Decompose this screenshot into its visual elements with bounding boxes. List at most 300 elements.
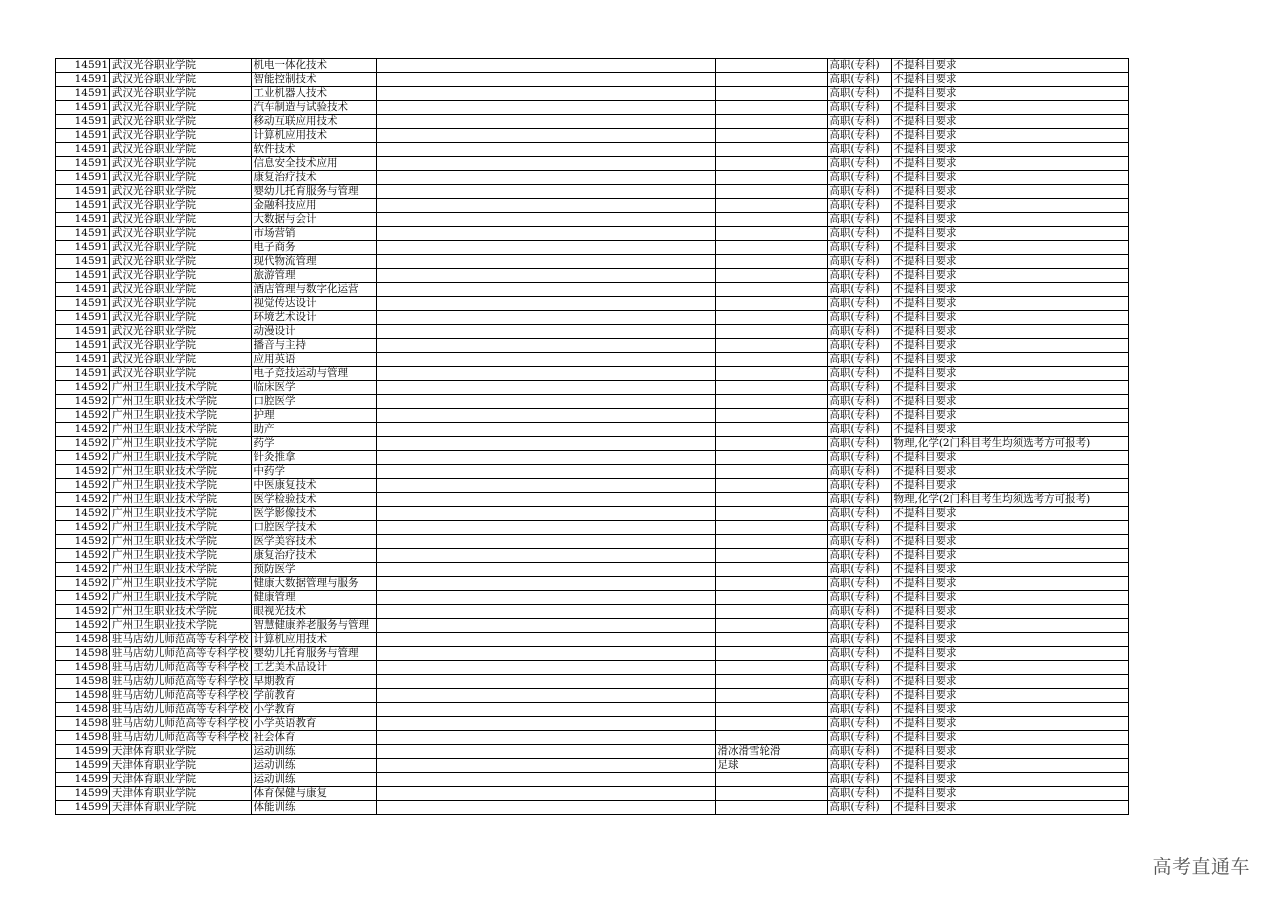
direction-cell	[715, 59, 827, 73]
school-name-cell: 武汉光谷职业学院	[110, 73, 252, 87]
school-code-cell: 14599	[56, 759, 110, 773]
table-row	[56, 381, 1129, 395]
school-code-cell: 14592	[56, 437, 110, 451]
remark-cell	[376, 563, 715, 577]
table-row	[56, 143, 1129, 157]
table-row	[56, 507, 1129, 521]
major-name-cell: 医学美容技术	[251, 535, 376, 549]
school-name-cell: 武汉光谷职业学院	[110, 325, 252, 339]
major-name-cell: 小学教育	[251, 703, 376, 717]
direction-cell	[715, 507, 827, 521]
major-name-cell: 播音与主持	[251, 339, 376, 353]
table-row	[56, 409, 1129, 423]
direction-cell	[715, 647, 827, 661]
school-name-cell: 广州卫生职业技术学院	[110, 507, 252, 521]
direction-cell	[715, 479, 827, 493]
school-code-cell: 14591	[56, 269, 110, 283]
subject-requirement-cell: 不提科目要求	[891, 129, 1128, 143]
major-name-cell: 旅游管理	[251, 269, 376, 283]
remark-cell	[376, 227, 715, 241]
subject-requirement-cell: 不提科目要求	[891, 661, 1128, 675]
table-row	[56, 535, 1129, 549]
subject-requirement-cell: 不提科目要求	[891, 521, 1128, 535]
level-cell: 高职(专科)	[827, 773, 891, 787]
direction-cell	[715, 731, 827, 745]
school-name-cell: 驻马店幼儿师范高等专科学校	[110, 647, 252, 661]
direction-cell	[715, 297, 827, 311]
direction-cell	[715, 353, 827, 367]
level-cell: 高职(专科)	[827, 199, 891, 213]
school-code-cell: 14592	[56, 493, 110, 507]
school-name-cell: 天津体育职业学院	[110, 801, 252, 815]
subject-requirement-cell: 不提科目要求	[891, 689, 1128, 703]
subject-requirement-cell: 不提科目要求	[891, 283, 1128, 297]
school-code-cell: 14592	[56, 619, 110, 633]
direction-cell	[715, 801, 827, 815]
school-name-cell: 广州卫生职业技术学院	[110, 521, 252, 535]
table-row	[56, 297, 1129, 311]
direction-cell	[715, 577, 827, 591]
table-row	[56, 759, 1129, 773]
direction-cell	[715, 605, 827, 619]
direction-cell	[715, 87, 827, 101]
table-row	[56, 563, 1129, 577]
subject-requirement-cell: 不提科目要求	[891, 409, 1128, 423]
remark-cell	[376, 395, 715, 409]
direction-cell	[715, 227, 827, 241]
direction-cell	[715, 185, 827, 199]
level-cell: 高职(专科)	[827, 479, 891, 493]
level-cell: 高职(专科)	[827, 367, 891, 381]
school-code-cell: 14599	[56, 773, 110, 787]
table-row	[56, 311, 1129, 325]
remark-cell	[376, 101, 715, 115]
level-cell: 高职(专科)	[827, 157, 891, 171]
school-code-cell: 14598	[56, 633, 110, 647]
school-code-cell: 14591	[56, 311, 110, 325]
major-name-cell: 中药学	[251, 465, 376, 479]
school-name-cell: 武汉光谷职业学院	[110, 339, 252, 353]
level-cell: 高职(专科)	[827, 507, 891, 521]
school-name-cell: 驻马店幼儿师范高等专科学校	[110, 689, 252, 703]
school-code-cell: 14591	[56, 297, 110, 311]
table-row	[56, 227, 1129, 241]
school-code-cell: 14591	[56, 367, 110, 381]
subject-requirement-cell: 不提科目要求	[891, 773, 1128, 787]
remark-cell	[376, 717, 715, 731]
subject-requirement-cell: 不提科目要求	[891, 269, 1128, 283]
school-code-cell: 14591	[56, 59, 110, 73]
major-name-cell: 医学影像技术	[251, 507, 376, 521]
direction-cell	[715, 73, 827, 87]
level-cell: 高职(专科)	[827, 619, 891, 633]
major-name-cell: 针灸推拿	[251, 451, 376, 465]
major-name-cell: 健康大数据管理与服务	[251, 577, 376, 591]
major-name-cell: 运动训练	[251, 773, 376, 787]
major-name-cell: 酒店管理与数字化运营	[251, 283, 376, 297]
school-code-cell: 14592	[56, 563, 110, 577]
school-code-cell: 14598	[56, 717, 110, 731]
table-row	[56, 577, 1129, 591]
major-name-cell: 机电一体化技术	[251, 59, 376, 73]
level-cell: 高职(专科)	[827, 339, 891, 353]
subject-requirement-cell: 不提科目要求	[891, 199, 1128, 213]
school-name-cell: 天津体育职业学院	[110, 787, 252, 801]
major-name-cell: 小学英语教育	[251, 717, 376, 731]
subject-requirement-cell: 不提科目要求	[891, 339, 1128, 353]
school-code-cell: 14598	[56, 675, 110, 689]
subject-requirement-cell: 不提科目要求	[891, 745, 1128, 759]
school-name-cell: 广州卫生职业技术学院	[110, 549, 252, 563]
table-row	[56, 787, 1129, 801]
school-name-cell: 广州卫生职业技术学院	[110, 409, 252, 423]
remark-cell	[376, 143, 715, 157]
direction-cell	[715, 269, 827, 283]
major-name-cell: 电子商务	[251, 241, 376, 255]
level-cell: 高职(专科)	[827, 353, 891, 367]
major-name-cell: 金融科技应用	[251, 199, 376, 213]
school-name-cell: 武汉光谷职业学院	[110, 87, 252, 101]
direction-cell	[715, 241, 827, 255]
level-cell: 高职(专科)	[827, 311, 891, 325]
enrollment-table	[55, 58, 1129, 815]
table-row	[56, 87, 1129, 101]
subject-requirement-cell: 不提科目要求	[891, 647, 1128, 661]
remark-cell	[376, 493, 715, 507]
major-name-cell: 康复治疗技术	[251, 549, 376, 563]
direction-cell	[715, 437, 827, 451]
remark-cell	[376, 465, 715, 479]
remark-cell	[376, 759, 715, 773]
table-row	[56, 129, 1129, 143]
table-row	[56, 199, 1129, 213]
subject-requirement-cell: 不提科目要求	[891, 143, 1128, 157]
school-name-cell: 驻马店幼儿师范高等专科学校	[110, 675, 252, 689]
direction-cell	[715, 157, 827, 171]
subject-requirement-cell: 不提科目要求	[891, 479, 1128, 493]
school-name-cell: 广州卫生职业技术学院	[110, 395, 252, 409]
school-name-cell: 武汉光谷职业学院	[110, 143, 252, 157]
table-row	[56, 675, 1129, 689]
school-name-cell: 广州卫生职业技术学院	[110, 591, 252, 605]
subject-requirement-cell: 不提科目要求	[891, 59, 1128, 73]
school-name-cell: 武汉光谷职业学院	[110, 269, 252, 283]
school-code-cell: 14591	[56, 87, 110, 101]
level-cell: 高职(专科)	[827, 759, 891, 773]
direction-cell	[715, 255, 827, 269]
school-code-cell: 14598	[56, 731, 110, 745]
school-code-cell: 14592	[56, 381, 110, 395]
level-cell: 高职(专科)	[827, 731, 891, 745]
direction-cell	[715, 717, 827, 731]
subject-requirement-cell: 不提科目要求	[891, 675, 1128, 689]
remark-cell	[376, 157, 715, 171]
table-row	[56, 661, 1129, 675]
remark-cell	[376, 549, 715, 563]
school-name-cell: 武汉光谷职业学院	[110, 185, 252, 199]
table-row	[56, 339, 1129, 353]
subject-requirement-cell: 不提科目要求	[891, 633, 1128, 647]
major-name-cell: 早期教育	[251, 675, 376, 689]
subject-requirement-cell: 不提科目要求	[891, 591, 1128, 605]
school-name-cell: 天津体育职业学院	[110, 759, 252, 773]
subject-requirement-cell: 不提科目要求	[891, 115, 1128, 129]
remark-cell	[376, 675, 715, 689]
major-name-cell: 运动训练	[251, 745, 376, 759]
remark-cell	[376, 423, 715, 437]
table-row	[56, 717, 1129, 731]
school-code-cell: 14598	[56, 647, 110, 661]
remark-cell	[376, 437, 715, 451]
school-code-cell: 14591	[56, 129, 110, 143]
table-row	[56, 101, 1129, 115]
table-row	[56, 703, 1129, 717]
direction-cell	[715, 633, 827, 647]
level-cell: 高职(专科)	[827, 801, 891, 815]
subject-requirement-cell: 不提科目要求	[891, 255, 1128, 269]
subject-requirement-cell: 不提科目要求	[891, 563, 1128, 577]
table-row	[56, 451, 1129, 465]
major-name-cell: 助产	[251, 423, 376, 437]
major-name-cell: 眼视光技术	[251, 605, 376, 619]
direction-cell	[715, 171, 827, 185]
subject-requirement-cell: 不提科目要求	[891, 241, 1128, 255]
level-cell: 高职(专科)	[827, 297, 891, 311]
school-name-cell: 武汉光谷职业学院	[110, 311, 252, 325]
school-name-cell: 广州卫生职业技术学院	[110, 605, 252, 619]
major-name-cell: 计算机应用技术	[251, 129, 376, 143]
major-name-cell: 电子竞技运动与管理	[251, 367, 376, 381]
school-code-cell: 14592	[56, 395, 110, 409]
level-cell: 高职(专科)	[827, 633, 891, 647]
remark-cell	[376, 283, 715, 297]
major-name-cell: 婴幼儿托育服务与管理	[251, 647, 376, 661]
direction-cell	[715, 199, 827, 213]
subject-requirement-cell: 不提科目要求	[891, 605, 1128, 619]
table-row	[56, 493, 1129, 507]
remark-cell	[376, 115, 715, 129]
major-name-cell: 软件技术	[251, 143, 376, 157]
remark-cell	[376, 353, 715, 367]
direction-cell	[715, 115, 827, 129]
subject-requirement-cell: 不提科目要求	[891, 185, 1128, 199]
direction-cell	[715, 101, 827, 115]
remark-cell	[376, 801, 715, 815]
school-name-cell: 驻马店幼儿师范高等专科学校	[110, 717, 252, 731]
major-name-cell: 动漫设计	[251, 325, 376, 339]
level-cell: 高职(专科)	[827, 87, 891, 101]
direction-cell	[715, 563, 827, 577]
table-row	[56, 241, 1129, 255]
school-code-cell: 14591	[56, 143, 110, 157]
remark-cell	[376, 591, 715, 605]
subject-requirement-cell: 不提科目要求	[891, 311, 1128, 325]
level-cell: 高职(专科)	[827, 745, 891, 759]
subject-requirement-cell: 不提科目要求	[891, 465, 1128, 479]
school-name-cell: 广州卫生职业技术学院	[110, 381, 252, 395]
subject-requirement-cell: 不提科目要求	[891, 787, 1128, 801]
table-row	[56, 437, 1129, 451]
remark-cell	[376, 213, 715, 227]
school-name-cell: 武汉光谷职业学院	[110, 367, 252, 381]
remark-cell	[376, 171, 715, 185]
direction-cell	[715, 213, 827, 227]
table-row	[56, 633, 1129, 647]
major-name-cell: 环境艺术设计	[251, 311, 376, 325]
subject-requirement-cell: 不提科目要求	[891, 297, 1128, 311]
level-cell: 高职(专科)	[827, 213, 891, 227]
level-cell: 高职(专科)	[827, 787, 891, 801]
major-name-cell: 移动互联应用技术	[251, 115, 376, 129]
remark-cell	[376, 773, 715, 787]
school-code-cell: 14598	[56, 661, 110, 675]
direction-cell	[715, 129, 827, 143]
level-cell: 高职(专科)	[827, 661, 891, 675]
subject-requirement-cell: 不提科目要求	[891, 619, 1128, 633]
school-code-cell: 14592	[56, 535, 110, 549]
direction-cell	[715, 283, 827, 297]
subject-requirement-cell: 物理,化学(2门科目考生均须选考方可报考)	[891, 493, 1128, 507]
major-name-cell: 大数据与会计	[251, 213, 376, 227]
school-code-cell: 14591	[56, 157, 110, 171]
major-name-cell: 医学检验技术	[251, 493, 376, 507]
school-name-cell: 武汉光谷职业学院	[110, 171, 252, 185]
subject-requirement-cell: 不提科目要求	[891, 227, 1128, 241]
level-cell: 高职(专科)	[827, 717, 891, 731]
direction-cell	[715, 339, 827, 353]
school-name-cell: 武汉光谷职业学院	[110, 199, 252, 213]
remark-cell	[376, 731, 715, 745]
major-name-cell: 健康管理	[251, 591, 376, 605]
school-name-cell: 广州卫生职业技术学院	[110, 423, 252, 437]
table-row	[56, 115, 1129, 129]
school-name-cell: 广州卫生职业技术学院	[110, 493, 252, 507]
level-cell: 高职(专科)	[827, 143, 891, 157]
major-name-cell: 社会体育	[251, 731, 376, 745]
direction-cell	[715, 325, 827, 339]
direction-cell	[715, 465, 827, 479]
school-code-cell: 14599	[56, 801, 110, 815]
remark-cell	[376, 87, 715, 101]
table-row	[56, 731, 1129, 745]
table-row	[56, 647, 1129, 661]
school-name-cell: 武汉光谷职业学院	[110, 255, 252, 269]
direction-cell	[715, 367, 827, 381]
table-row	[56, 325, 1129, 339]
direction-cell	[715, 703, 827, 717]
table-row	[56, 521, 1129, 535]
school-code-cell: 14591	[56, 115, 110, 129]
table-row	[56, 605, 1129, 619]
table-body	[56, 59, 1129, 815]
direction-cell	[715, 395, 827, 409]
school-code-cell: 14591	[56, 199, 110, 213]
remark-cell	[376, 269, 715, 283]
table-row	[56, 73, 1129, 87]
school-name-cell: 广州卫生职业技术学院	[110, 619, 252, 633]
remark-cell	[376, 745, 715, 759]
level-cell: 高职(专科)	[827, 241, 891, 255]
level-cell: 高职(专科)	[827, 185, 891, 199]
remark-cell	[376, 605, 715, 619]
school-code-cell: 14592	[56, 549, 110, 563]
school-name-cell: 武汉光谷职业学院	[110, 157, 252, 171]
level-cell: 高职(专科)	[827, 465, 891, 479]
major-name-cell: 工业机器人技术	[251, 87, 376, 101]
level-cell: 高职(专科)	[827, 73, 891, 87]
school-name-cell: 驻马店幼儿师范高等专科学校	[110, 731, 252, 745]
major-name-cell: 计算机应用技术	[251, 633, 376, 647]
table-row	[56, 171, 1129, 185]
school-code-cell: 14592	[56, 465, 110, 479]
direction-cell	[715, 493, 827, 507]
remark-cell	[376, 311, 715, 325]
major-name-cell: 应用英语	[251, 353, 376, 367]
subject-requirement-cell: 不提科目要求	[891, 549, 1128, 563]
remark-cell	[376, 479, 715, 493]
subject-requirement-cell: 不提科目要求	[891, 213, 1128, 227]
major-name-cell: 智能控制技术	[251, 73, 376, 87]
level-cell: 高职(专科)	[827, 689, 891, 703]
remark-cell	[376, 185, 715, 199]
direction-cell	[715, 689, 827, 703]
remark-cell	[376, 619, 715, 633]
major-name-cell: 预防医学	[251, 563, 376, 577]
direction-cell	[715, 521, 827, 535]
level-cell: 高职(专科)	[827, 269, 891, 283]
table-row	[56, 157, 1129, 171]
level-cell: 高职(专科)	[827, 129, 891, 143]
school-name-cell: 武汉光谷职业学院	[110, 297, 252, 311]
level-cell: 高职(专科)	[827, 115, 891, 129]
school-name-cell: 广州卫生职业技术学院	[110, 465, 252, 479]
school-name-cell: 武汉光谷职业学院	[110, 129, 252, 143]
major-name-cell: 市场营销	[251, 227, 376, 241]
level-cell: 高职(专科)	[827, 395, 891, 409]
level-cell: 高职(专科)	[827, 101, 891, 115]
level-cell: 高职(专科)	[827, 563, 891, 577]
level-cell: 高职(专科)	[827, 409, 891, 423]
subject-requirement-cell: 不提科目要求	[891, 507, 1128, 521]
level-cell: 高职(专科)	[827, 437, 891, 451]
school-code-cell: 14592	[56, 479, 110, 493]
major-name-cell: 护理	[251, 409, 376, 423]
subject-requirement-cell: 不提科目要求	[891, 731, 1128, 745]
major-name-cell: 中医康复技术	[251, 479, 376, 493]
subject-requirement-cell: 不提科目要求	[891, 101, 1128, 115]
subject-requirement-cell: 不提科目要求	[891, 87, 1128, 101]
level-cell: 高职(专科)	[827, 647, 891, 661]
school-code-cell: 14591	[56, 283, 110, 297]
remark-cell	[376, 255, 715, 269]
school-code-cell: 14592	[56, 605, 110, 619]
major-name-cell: 药学	[251, 437, 376, 451]
direction-cell	[715, 409, 827, 423]
remark-cell	[376, 409, 715, 423]
subject-requirement-cell: 物理,化学(2门科目考生均须选考方可报考)	[891, 437, 1128, 451]
school-name-cell: 天津体育职业学院	[110, 773, 252, 787]
remark-cell	[376, 199, 715, 213]
major-name-cell: 智慧健康养老服务与管理	[251, 619, 376, 633]
school-code-cell: 14591	[56, 353, 110, 367]
direction-cell	[715, 311, 827, 325]
school-code-cell: 14591	[56, 255, 110, 269]
school-name-cell: 武汉光谷职业学院	[110, 101, 252, 115]
direction-cell	[715, 591, 827, 605]
school-name-cell: 广州卫生职业技术学院	[110, 563, 252, 577]
school-code-cell: 14599	[56, 787, 110, 801]
table-row	[56, 745, 1129, 759]
